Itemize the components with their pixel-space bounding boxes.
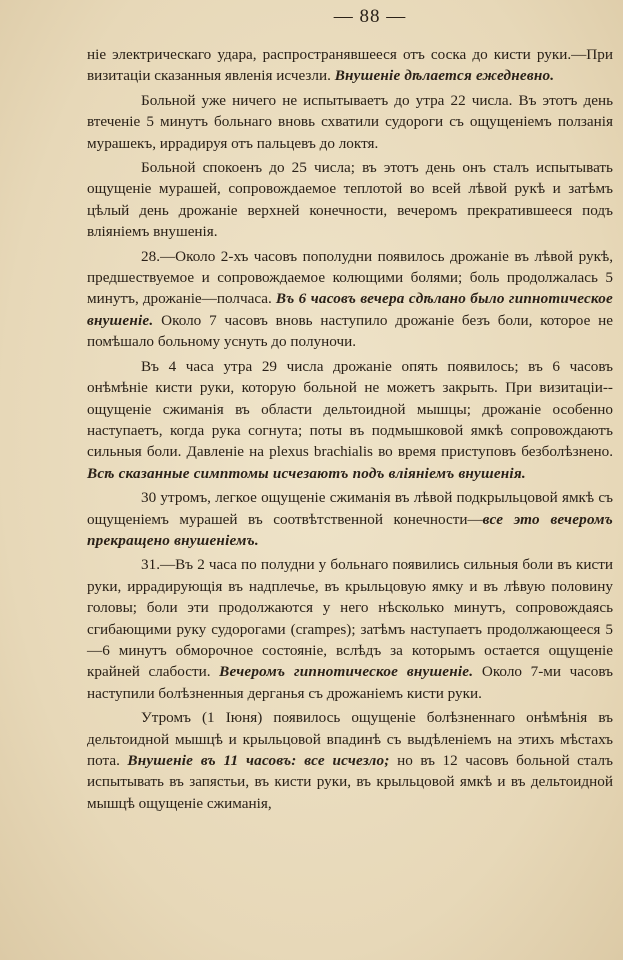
paragraph — [87, 707, 613, 814]
paragraph — [87, 487, 613, 551]
text-segment: ніе электрическаго удара, распространявшееся отъ соска до кисти руки.—При визитаціи сказанныя явленія исчезли. — [87, 46, 613, 85]
page-number: — 88 — — [333, 6, 407, 27]
text-segment: 28.—Около 2-хъ часовъ пополудни появилось дрожаніе въ лѣвой рукѣ, предшествуемое и сопровождаемое колющими болями; боль продолжалась 5 минутъ, дрожаніе—полчаса. — [87, 247, 613, 308]
text-segment: 31.—Въ 2 часа по полудни у больнаго появились сильныя боли въ кисти руки, иррадирующія въ надплечье, въ крыльцовую ямку и въ лѣвую половину головы; боли эти продолжаются у него нѣсколько минутъ, сопровождаясь сгибающими руку судорогами (crampes); затѣмъ наступаетъ продолжающееся 5—6 минутъ обморочное состояніе, вслѣдъ за которымъ остается ощущеніе крайней слабости. — [87, 556, 613, 681]
text-segment: Утромъ (1 Іюня) появилось ощущеніе болѣзненнаго онѣмѣнія въ дельтоидной мышцѣ и крыльцовой впадинѣ съ выдѣленіемъ на этихъ мѣстахъ пота. — [87, 709, 613, 769]
italic-text: Въ 6 часовъ вечера сдѣлано было гипнотическое внушеніе. — [87, 290, 613, 329]
italic-text: Внушеніе дѣлается ежедневно. — [334, 67, 555, 85]
text-segment: Около 7 часовъ вновь наступило дрожаніе безъ боли, которое не помѣшало больному уснуть до полуночи. — [87, 311, 613, 351]
text-segment: Больной уже ничего не испытываетъ до утра 22 числа. Въ этотъ день втеченіе 5 минутъ больнаго вновь схватили судороги съ ощущеніемъ ползанія мурашекъ, иррадируя отъ пальцевъ до локтя. — [87, 91, 613, 152]
text-segment: 30 утромъ, легкое ощущеніе сжиманія въ лѣвой подкрыльцовой ямкѣ съ ощущеніемъ мурашей въ соотвѣтственной конечности— — [87, 489, 613, 528]
italic-text: Всѣ сказанные симптомы исчезаютъ подъ вліяніемъ внушенія. — [87, 464, 526, 482]
text-segment: Въ 4 часа утра 29 числа дрожаніе опять появилось; въ 6 часовъ онѣмѣніе кисти руки, которую больной не можетъ закрыть. При визитаціи--ощущеніе сжиманія въ области дельтоидной мышцы; дрожаніе особенно наступаетъ, когда рука согнута; поты въ подмышковой ямкѣ сопровождаютъ сильныя боли. Давленіе на plexus brachialis во время приступовъ безболѣзнено. — [87, 357, 613, 461]
italic-text: все это вечеромъ прекращено внушеніемъ. — [87, 510, 613, 549]
paragraph — [87, 44, 613, 87]
italic-text: Внушеніе въ 11 часовъ: все исчезло; — [127, 752, 390, 769]
text-segment: Больной спокоенъ до 25 числа; въ этотъ день онъ сталъ испытывать ощущеніе мурашей, сопровождаемое теплотой во всей лѣвой рукѣ и затѣмъ цѣлый день дрожаніе верхней конечности, вечеромъ прекратившееся подъ вліяніемъ внушенія. — [87, 159, 613, 241]
paragraph — [87, 90, 613, 154]
paragraph — [87, 246, 613, 353]
paragraph — [87, 356, 613, 484]
italic-text: Вечеромъ гипнотическое внушеніе. — [219, 663, 474, 681]
page-body — [87, 44, 613, 814]
text-segment: Около 7-ми часовъ наступили болѣзненныя дерганья съ дрожаніемъ кисти руки. — [87, 663, 613, 702]
paragraph — [87, 157, 613, 243]
text-segment: но въ 12 часовъ больной сталъ испытывать въ запястьи, въ кисти руки, въ крыльцовой ямкѣ и въ дельтоидной мышцѣ ощущеніе сжиманія, — [87, 752, 613, 812]
paragraph — [87, 554, 613, 704]
